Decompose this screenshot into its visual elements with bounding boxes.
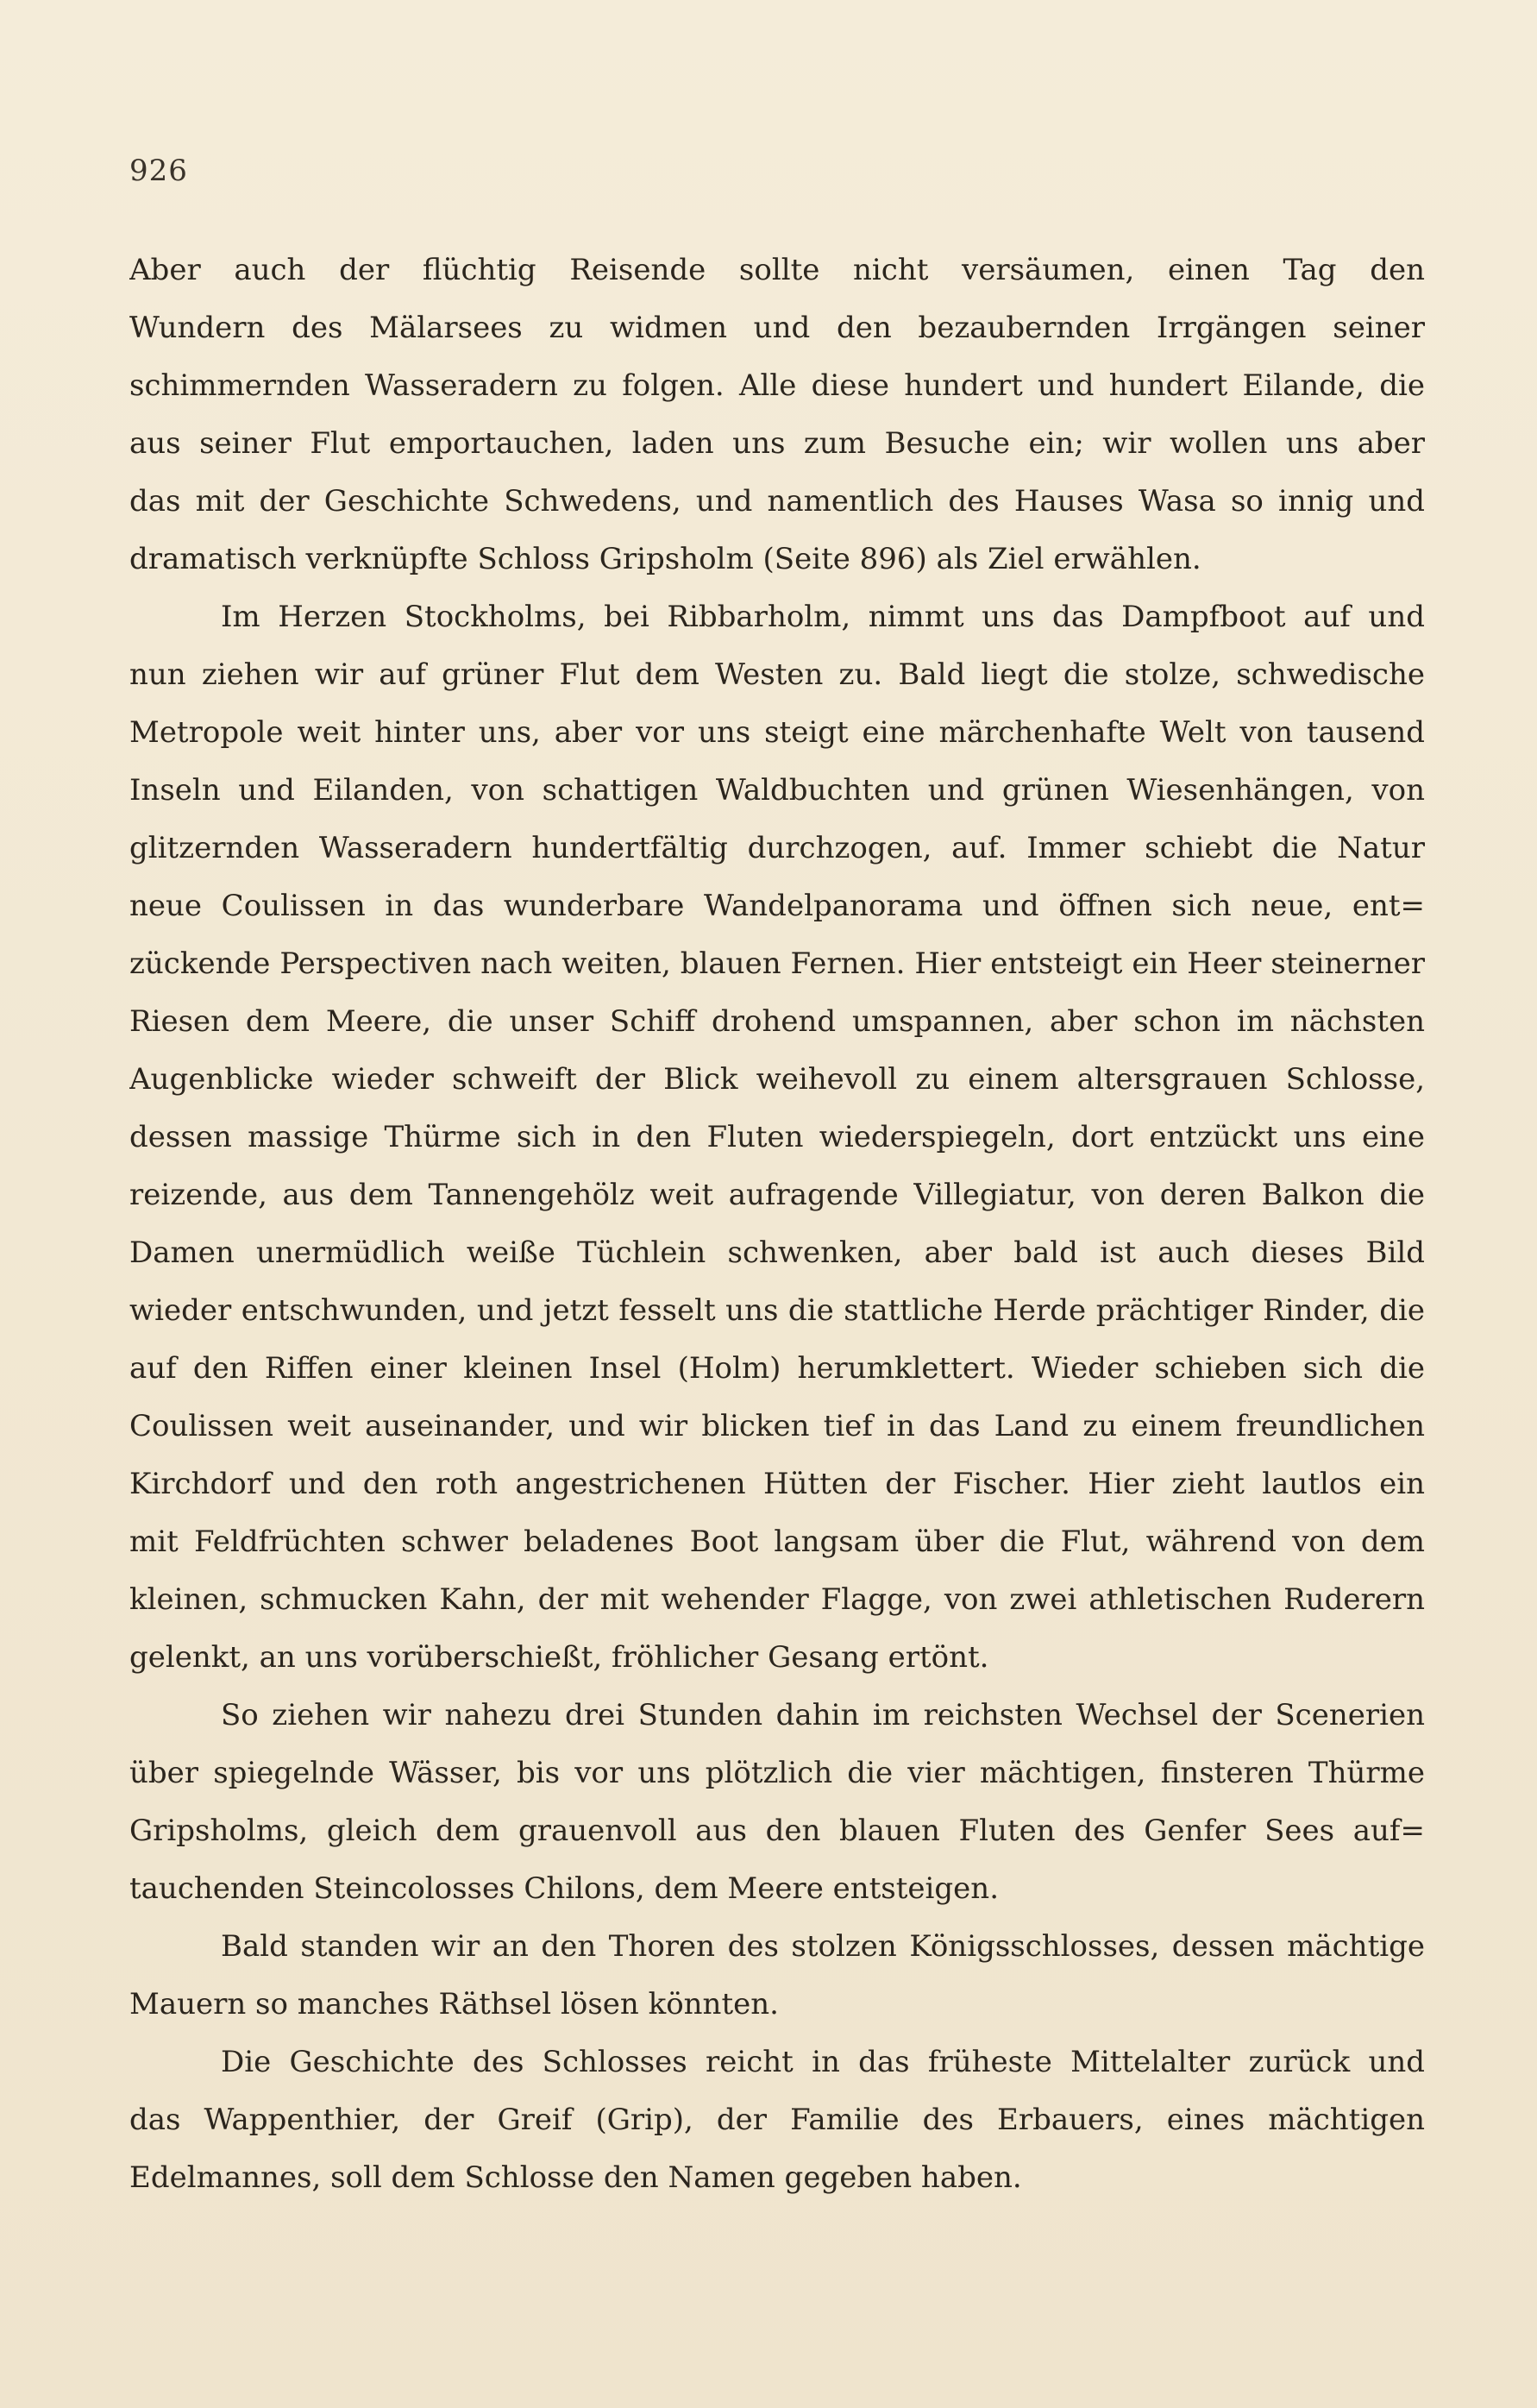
text-line: auf den Riffen einer kleinen Insel (Holm) herumklettert. Wieder schieben sich die xyxy=(129,1351,1425,1386)
text-line: über spiegelnde Wässer, bis vor uns plötzlich die vier mächtigen, finsteren Thürme xyxy=(129,1756,1425,1790)
text-line: kleinen, schmucken Kahn, der mit wehender Flagge, von zwei athletischen Ruderern xyxy=(129,1582,1425,1617)
text-line: das Wappenthier, der Greif (Grip), der Familie des Erbauers, eines mächtigen xyxy=(129,2103,1425,2137)
text-line: neue Coulissen in das wunderbare Wandelpanorama und öffnen sich neue, ent= xyxy=(129,889,1425,923)
text-line: gelenkt, an uns vorüberschießt, fröhlicher Gesang ertönt. xyxy=(129,1640,989,1675)
page-number: 926 xyxy=(129,154,188,188)
text-line: Bald standen wir an den Thoren des stolzen Königsschlosses, dessen mächtige xyxy=(221,1929,1425,1964)
text-line: tauchenden Steincolosses Chilons, dem Meere entsteigen. xyxy=(129,1871,999,1906)
text-line: Mauern so manches Räthsel lösen könnten. xyxy=(129,1987,779,2021)
text-line: Kirchdorf und den roth angestrichenen Hütten der Fischer. Hier zieht lautlos ein xyxy=(129,1467,1425,1501)
text-line: schimmernden Wasseradern zu folgen. Alle diese hundert und hundert Eilande, die xyxy=(129,368,1425,403)
text-line: dessen massige Thürme sich in den Fluten wiederspiegeln, dort entzückt uns eine xyxy=(129,1120,1425,1154)
text-line: glitzernden Wasseradern hundertfältig durchzogen, auf. Immer schiebt die Natur xyxy=(129,831,1425,865)
text-line: das mit der Geschichte Schwedens, und namentlich des Hauses Wasa so innig und xyxy=(129,484,1425,519)
text-line: Im Herzen Stockholms, bei Ribbarholm, nimmt uns das Dampfboot auf und xyxy=(221,600,1425,634)
text-line: Edelmannes, soll dem Schlosse den Namen gegeben haben. xyxy=(129,2160,1022,2195)
text-line: Augenblicke wieder schweift der Blick weihevoll zu einem altersgrauen Schlosse, xyxy=(129,1062,1425,1097)
text-line: Gripsholms, gleich dem grauenvoll aus den blauen Fluten des Genfer Sees auf= xyxy=(129,1814,1425,1848)
text-line: reizende, aus dem Tannengehölz weit aufragende Villegiatur, von deren Balkon die xyxy=(129,1178,1425,1212)
text-line: So ziehen wir nahezu drei Stunden dahin im reichsten Wechsel der Scenerien xyxy=(221,1698,1425,1732)
text-line: Die Geschichte des Schlosses reicht in das früheste Mittelalter zurück und xyxy=(221,2045,1425,2079)
text-line: Inseln und Eilanden, von schattigen Waldbuchten und grünen Wiesenhängen, von xyxy=(129,773,1425,808)
text-line: mit Feldfrüchten schwer beladenes Boot langsam über die Flut, während von dem xyxy=(129,1525,1425,1559)
text-line: Coulissen weit auseinander, und wir blicken tief in das Land zu einem freundlichen xyxy=(129,1409,1425,1443)
body-text xyxy=(129,242,1425,2207)
text-line: Riesen dem Meere, die unser Schiff drohend umspannen, aber schon im nächsten xyxy=(129,1004,1425,1039)
text-line: wieder entschwunden, und jetzt fesselt uns die stattliche Herde prächtiger Rinder, die xyxy=(129,1293,1425,1328)
text-line: Aber auch der flüchtig Reisende sollte nicht versäumen, einen Tag den xyxy=(129,253,1425,287)
text-line: Damen unermüdlich weiße Tüchlein schwenken, aber bald ist auch dieses Bild xyxy=(129,1235,1425,1270)
text-line: Metropole weit hinter uns, aber vor uns steigt eine märchenhafte Welt von tausend xyxy=(129,715,1425,750)
text-line: aus seiner Flut emportauchen, laden uns zum Besuche ein; wir wollen uns aber xyxy=(129,426,1425,461)
text-line: nun ziehen wir auf grüner Flut dem Westen zu. Bald liegt die stolze, schwedische xyxy=(129,657,1425,692)
text-line: dramatisch verknüpfte Schloss Gripsholm (Seite 896) als Ziel erwählen. xyxy=(129,542,1201,576)
text-line: Wundern des Mälarsees zu widmen und den bezaubernden Irrgängen seiner xyxy=(129,311,1425,345)
text-line: zückende Perspectiven nach weiten, blauen Fernen. Hier entsteigt ein Heer steinerner xyxy=(129,946,1425,981)
